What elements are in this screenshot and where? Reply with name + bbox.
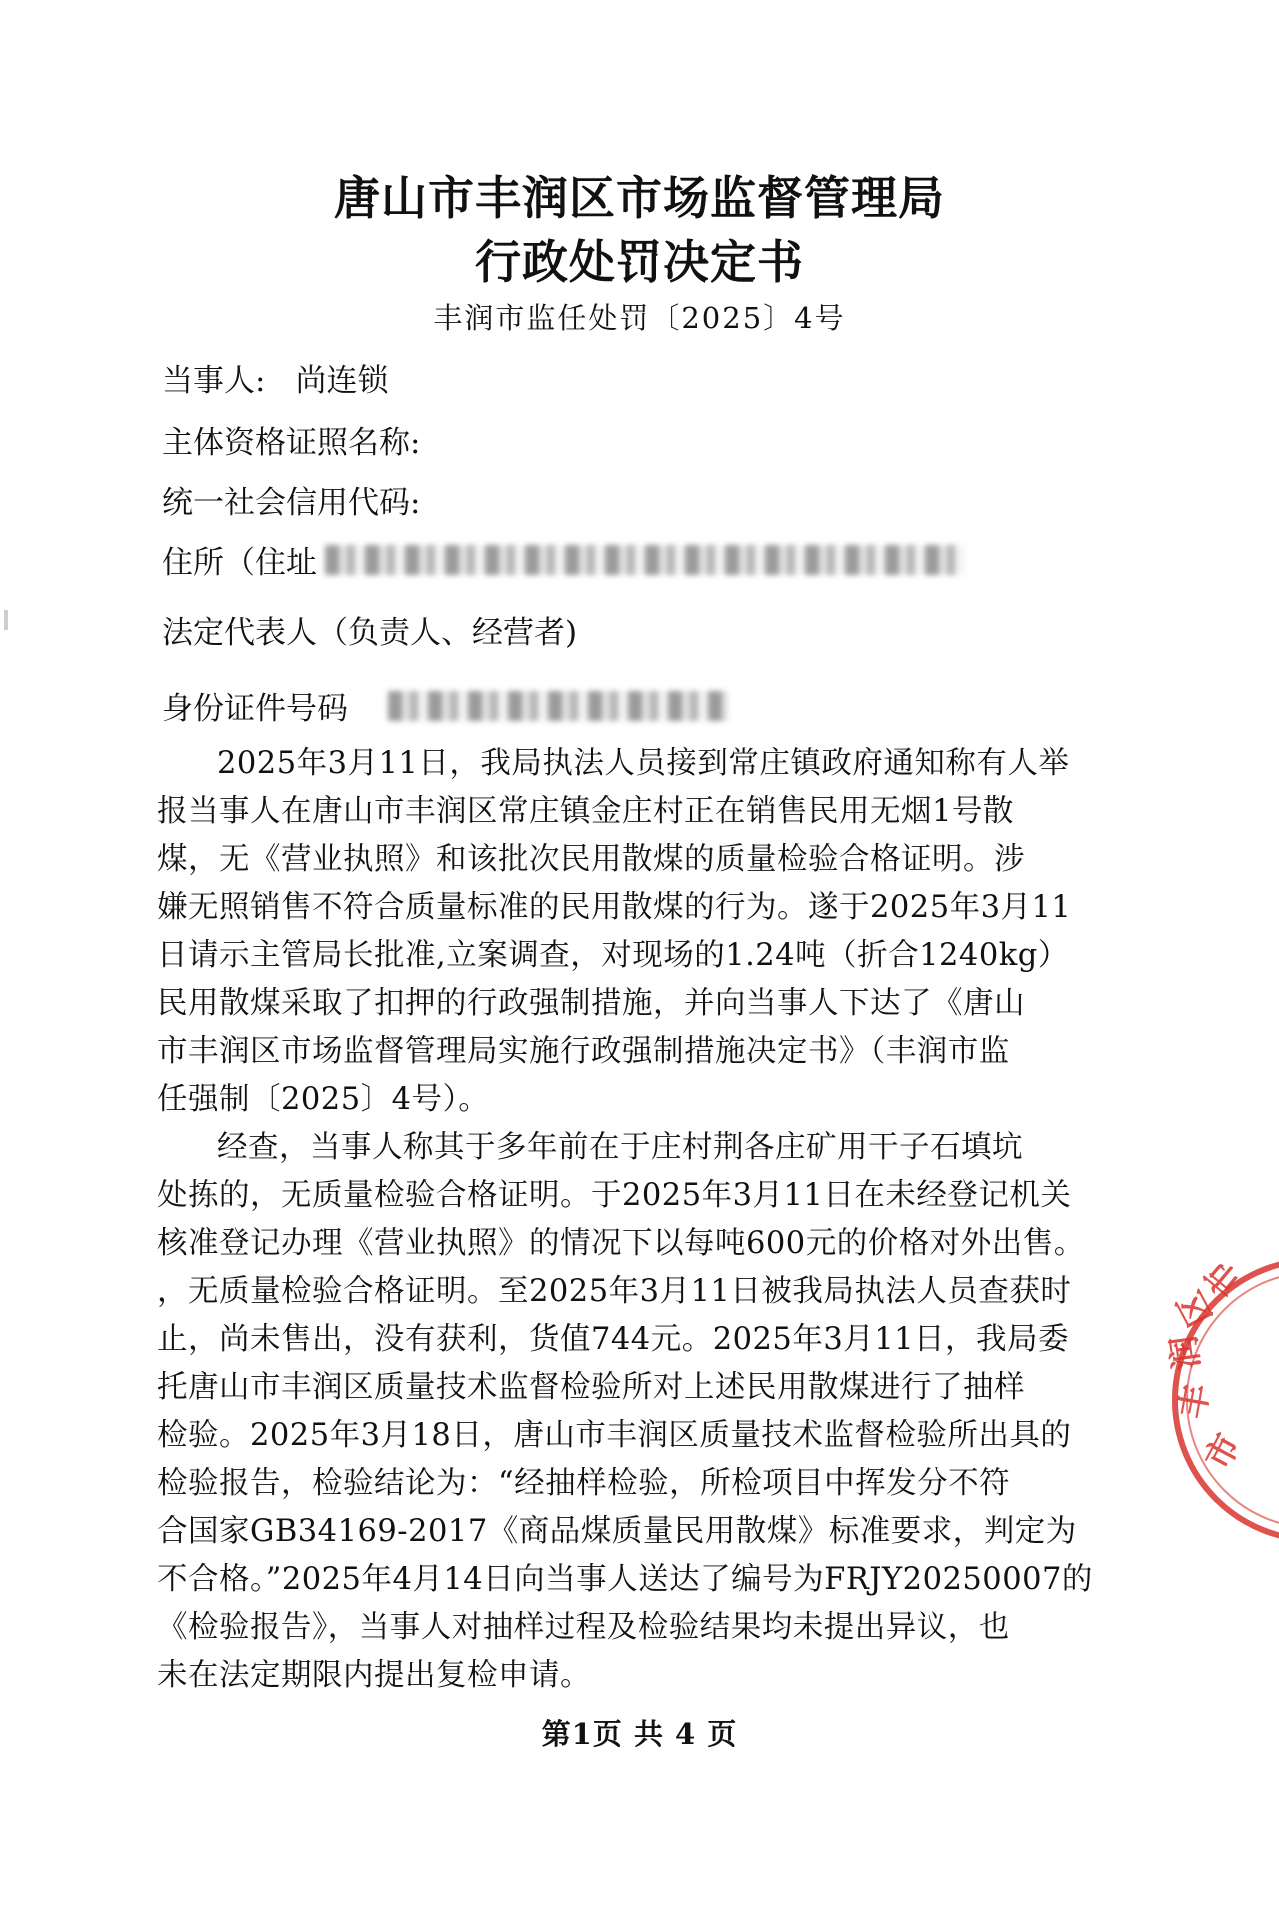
address-redacted — [325, 545, 965, 575]
body-line: 日请示主管局长批准,立案调查，对现场的1.24吨（折合1240kg） — [157, 938, 1069, 973]
document-title: 行政处罚决定书 — [475, 235, 804, 289]
body-line: 处拣的，无质量检验合格证明。于2025年3月11日在未经登记机关 — [157, 1178, 1072, 1213]
address-label: 住所（住址 — [162, 545, 317, 581]
svg-text:市: 市 — [1197, 1251, 1249, 1304]
body-line: 煤，无《营业执照》和该批次民用散煤的质量检验合格证明。涉 — [157, 842, 1025, 877]
body-line: 合国家GB34169-2017《商品煤质量民用散煤》标准要求，判定为 — [157, 1514, 1077, 1549]
body-line: 托唐山市丰润区质量技术监督检验所对上述民用散煤进行了抽样 — [157, 1370, 1025, 1405]
license-field — [162, 417, 420, 462]
document-number: 丰润市监任处罚〔2025〕4号 — [433, 301, 846, 335]
id-number-label: 身份证件号码 — [162, 691, 348, 727]
scan-edge-mark — [4, 610, 8, 630]
org-title: 唐山市丰润区市场监督管理局 — [334, 171, 945, 225]
id-number-redacted — [388, 691, 728, 721]
body-line: 不合格。”2025年4月14日向当事人送达了编号为FRJY20250007的 — [157, 1562, 1093, 1597]
party-label: 当事人: — [162, 363, 266, 399]
svg-text:丰: 丰 — [1172, 1381, 1218, 1422]
party-value: 尚连锁 — [295, 363, 389, 399]
credit-code-label: 统一社会信用代码: — [162, 485, 421, 521]
body-line: 未在法定期限内提出复检申请。 — [157, 1658, 591, 1693]
representative-field — [162, 607, 577, 652]
body-line: 嫌无照销售不符合质量标准的民用散煤的行为。遂于2025年3月11 — [157, 890, 1072, 925]
page-number: 第1页 共 4 页 — [541, 1717, 738, 1751]
svg-text:市: 市 — [1197, 1427, 1249, 1477]
body-line: 检验报告，检验结论为：“经抽样检验，所检项目中挥发分不符 — [157, 1466, 1011, 1501]
body-line: 止，尚未售出，没有获利，货值744元。2025年3月11日，我局委 — [157, 1322, 1070, 1357]
body-line: 报当事人在唐山市丰润区常庄镇金庄村正在销售民用无烟1号散 — [157, 794, 1014, 829]
body-line: 任强制〔2025〕4号）。 — [157, 1082, 490, 1117]
svg-text:润: 润 — [1163, 1333, 1208, 1373]
license-label: 主体资格证照名称: — [162, 425, 421, 461]
id-number-field — [162, 683, 728, 728]
official-seal — [1155, 1250, 1279, 1554]
body-line: 经查，当事人称其于多年前在于庄村荆各庄矿用干子石填坑 — [217, 1130, 1023, 1165]
body-line: ，无质量检验合格证明。至2025年3月11日被我局执法人员查获时 — [157, 1274, 1072, 1309]
seal-stamp-icon — [1155, 1250, 1279, 1550]
body-line: 核准登记办理《营业执照》的情况下以每吨600元的价格对外出售。 — [157, 1226, 1085, 1261]
body-line: 市丰润区市场监督管理局实施行政强制措施决定书》（丰润市监 — [157, 1034, 1010, 1069]
body-line: 2025年3月11日，我局执法人员接到常庄镇政府通知称有人举 — [217, 746, 1070, 781]
body-line: 《检验报告》，当事人对抽样过程及检验结果均未提出异议，也 — [157, 1610, 1010, 1645]
body-line: 民用散煤采取了扣押的行政强制措施，并向当事人下达了《唐山 — [157, 986, 1025, 1021]
credit-code-field — [162, 477, 420, 522]
svg-text:区: 区 — [1169, 1283, 1221, 1333]
address-field — [162, 537, 965, 582]
body-line: 检验。2025年3月18日，唐山市丰润区质量技术监督检验所出具的 — [157, 1418, 1072, 1453]
representative-label: 法定代表人（负责人、经营者) — [162, 615, 578, 651]
party-field — [162, 355, 388, 400]
